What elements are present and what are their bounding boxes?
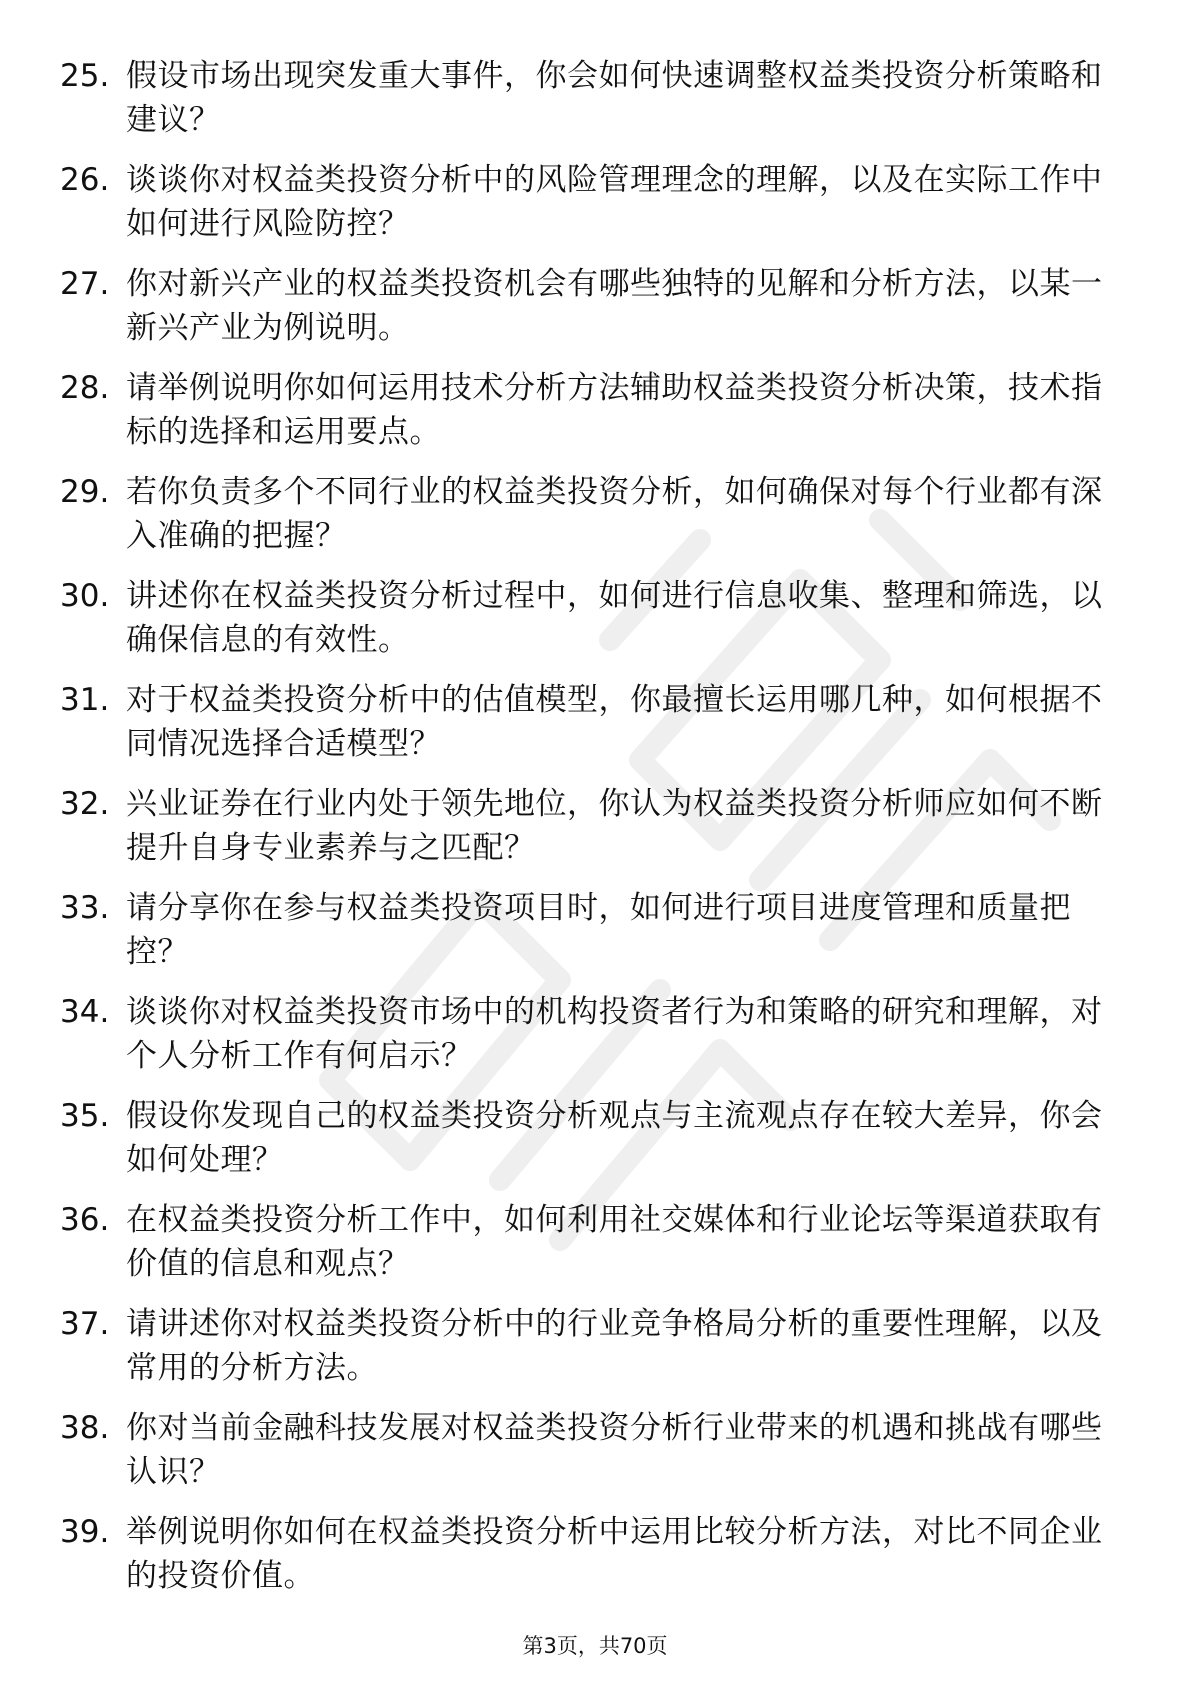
question-item: [60, 54, 1130, 158]
question-number: 33.: [60, 890, 110, 926]
question-number: 31.: [60, 682, 110, 718]
question-text: 若你负责多个不同行业的权益类投资分析，如何确保对每个行业都有深入准确的把握？: [126, 474, 1103, 554]
question-item: [60, 158, 1130, 262]
question-text: 假设市场出现突发重大事件，你会如何快速调整权益类投资分析策略和建议？: [126, 58, 1103, 138]
question-item: [60, 1302, 1130, 1406]
question-number: 26.: [60, 162, 110, 198]
question-text: 谈谈你对权益类投资市场中的机构投资者行为和策略的研究和理解，对个人分析工作有何启示？: [126, 994, 1103, 1074]
question-number: 27.: [60, 266, 110, 302]
question-number: 36.: [60, 1202, 110, 1238]
question-text: 你对新兴产业的权益类投资机会有哪些独特的见解和分析方法，以某一新兴产业为例说明。: [126, 266, 1103, 346]
question-text: 谈谈你对权益类投资分析中的风险管理理念的理解，以及在实际工作中如何进行风险防控？: [126, 162, 1103, 242]
question-number: 32.: [60, 786, 110, 822]
question-number: 29.: [60, 474, 110, 510]
question-item: [60, 1094, 1130, 1198]
question-number: 30.: [60, 578, 110, 614]
question-number: 35.: [60, 1098, 110, 1134]
question-text: 假设你发现自己的权益类投资分析观点与主流观点存在较大差异，你会如何处理？: [126, 1098, 1103, 1178]
question-text: 在权益类投资分析工作中，如何利用社交媒体和行业论坛等渠道获取有价值的信息和观点？: [126, 1202, 1103, 1282]
question-text: 你对当前金融科技发展对权益类投资分析行业带来的机遇和挑战有哪些认识？: [126, 1410, 1103, 1490]
question-text: 请分享你在参与权益类投资项目时，如何进行项目进度管理和质量把控？: [126, 890, 1071, 970]
question-list: [60, 54, 1130, 1614]
question-number: 39.: [60, 1514, 110, 1550]
question-item: [60, 678, 1130, 782]
question-number: 25.: [60, 58, 110, 94]
question-item: [60, 1198, 1130, 1302]
page-number-footer: 第3页，共70页: [522, 1634, 668, 1658]
question-text: 对于权益类投资分析中的估值模型，你最擅长运用哪几种，如何根据不同情况选择合适模型？: [126, 682, 1103, 762]
question-item: [60, 366, 1130, 470]
question-number: 28.: [60, 370, 110, 406]
question-number: 34.: [60, 994, 110, 1030]
question-item: [60, 1510, 1130, 1614]
question-item: [60, 782, 1130, 886]
question-item: [60, 262, 1130, 366]
question-item: [60, 574, 1130, 678]
question-item: [60, 990, 1130, 1094]
question-number: 37.: [60, 1306, 110, 1342]
question-text: 举例说明你如何在权益类投资分析中运用比较分析方法，对比不同企业的投资价值。: [126, 1514, 1103, 1594]
question-text: 请讲述你对权益类投资分析中的行业竞争格局分析的重要性理解，以及常用的分析方法。: [126, 1306, 1103, 1386]
question-text: 兴业证券在行业内处于领先地位，你认为权益类投资分析师应如何不断提升自身专业素养与之匹配？: [126, 786, 1103, 866]
question-text: 讲述你在权益类投资分析过程中，如何进行信息收集、整理和筛选，以确保信息的有效性。: [126, 578, 1103, 658]
question-text: 请举例说明你如何运用技术分析方法辅助权益类投资分析决策，技术指标的选择和运用要点。: [126, 370, 1103, 450]
question-item: [60, 886, 1130, 990]
question-item: [60, 1406, 1130, 1510]
question-number: 38.: [60, 1410, 110, 1446]
question-item: [60, 470, 1130, 574]
